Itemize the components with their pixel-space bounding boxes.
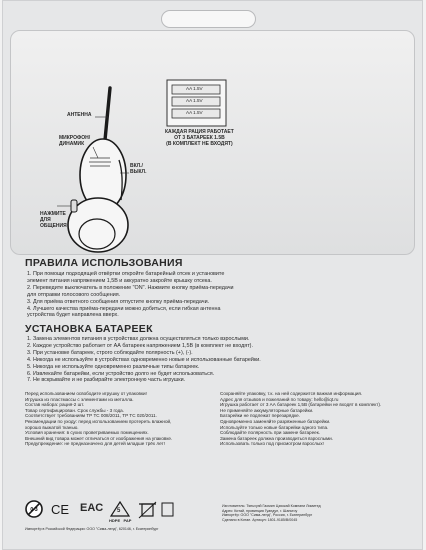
mic-label: МИКРОФОН/ ДИНАМИК xyxy=(59,135,91,147)
right-info-column: Сохраняйте упаковку, т.к. на ней содержится важная информация. Адрес для отзывов и пожеланий по товару: hello@iqt.ru Игрушка работает от 3 АА батареек 1,5В (батарейки не входят в комплект). Не применяйте аккумуляторные батарейки. Батарейки не подлежат перезарядке. Одновременно заменяйте разряженные батарейки. Используйте только новые батарейки одного типа. Соблюдайте полярность при замене батареек. Замена батареек должна производиться взрослыми. Использовать только под присмотром взрослых! xyxy=(220,391,382,447)
antenna-label: АНТЕННА xyxy=(67,112,92,118)
svg-text:0-3: 0-3 xyxy=(30,507,38,513)
small-print: Импортёр в Российской Федерации: ООО "Сима-ленд", 620146, г. Екатеринбург xyxy=(25,527,159,531)
rules-title: ПРАВИЛА ИСПОЛЬЗОВАНИЯ xyxy=(25,257,183,269)
manufacturer-info: Изготовитель: Тяньхуэй Гаомин Цзяокай Компани Лимитед Адрес: Китай, провинция Гуандун, г. Шаньтоу Импортёр: ООО "Сима-ленд", Россия, г. Екатеринбург Сделано в Китае. Артикул: 1801-9185/В/0045 xyxy=(222,504,321,522)
rules-text: 1. При помощи подходящей отвёртки откройте батарейный отсек и установите элемент питания напряжением 1,5В и аккуратно закройте крышку отсека. 2. Переведите выключатель в положение "ON". Нажмите кнопку приёма-передачи для отправки голосового сообщения. 3. Для приёма ответного сообщения отпустите кнопку приёма-передачи. 4. Лучшего качества приёма-передачи можно добиться, если гибкая антенна устройства будет направлена вверх. xyxy=(27,271,234,319)
certification-icons: 0-3 CE EAC 5 HDPE PAP xyxy=(25,500,175,522)
left-info-column: Перед использованием освободите игрушку от упаковки! Игрушка из пластмассы с элементами из металла. Состав набора: рация-2 шт. Товар сертифицирован. Срок службы - 3 года. Соответствует требованиям ТР ТС 008/2011, ТР ТС 020/2011. Рекомендации по уходу: перед использованием протереть влажной, хорошо выжатой тканью. Условия хранения: в сухих проветриваемых помещениях. Внешний вид товара может отличаться от изображения на упаковке. Предупреждение: не предназначено для детей младше трёх лет! xyxy=(25,391,173,447)
talk-label: НАЖМИТЕ ДЛЯ ОБЩЕНИЯ xyxy=(40,211,67,229)
power-label: ВКЛ./ ВЫКЛ. xyxy=(130,163,147,175)
svg-text:CE: CE xyxy=(51,502,70,517)
battery-text: 1. Замена элементов питания в устройствах должна осуществляться только взрослыми. 2. Каждое устройство работает от АА батареек напряжением 1,5В (в комплект не входят). 3. При установке батареек, строго соблюдайте полярность (+), (-). 4. Никогда не используйте в устройствах одновременно новые и использованные батарейки. 5. Никогда не используйте одновременно различные типы батареек. 6. Извлекайте батарейки, если устройство долго не будет использоваться. 7. Не вскрывайте и не разбирайте электронную часть игрушки. xyxy=(27,336,261,384)
battery-label-1: AA 1.5V xyxy=(186,86,203,91)
battery-label-3: AA 1.5V xyxy=(186,110,203,115)
battery-title: УСТАНОВКА БАТАРЕЕК xyxy=(25,323,153,335)
battery-note: КАЖДАЯ РАЦИЯ РАБОТАЕТ ОТ 3 БАТАРЕЕК 1.5В (В КОМПЛЕКТ НЕ ВХОДЯТ) xyxy=(165,129,234,147)
battery-label-2: AA 1.5V xyxy=(186,98,203,103)
